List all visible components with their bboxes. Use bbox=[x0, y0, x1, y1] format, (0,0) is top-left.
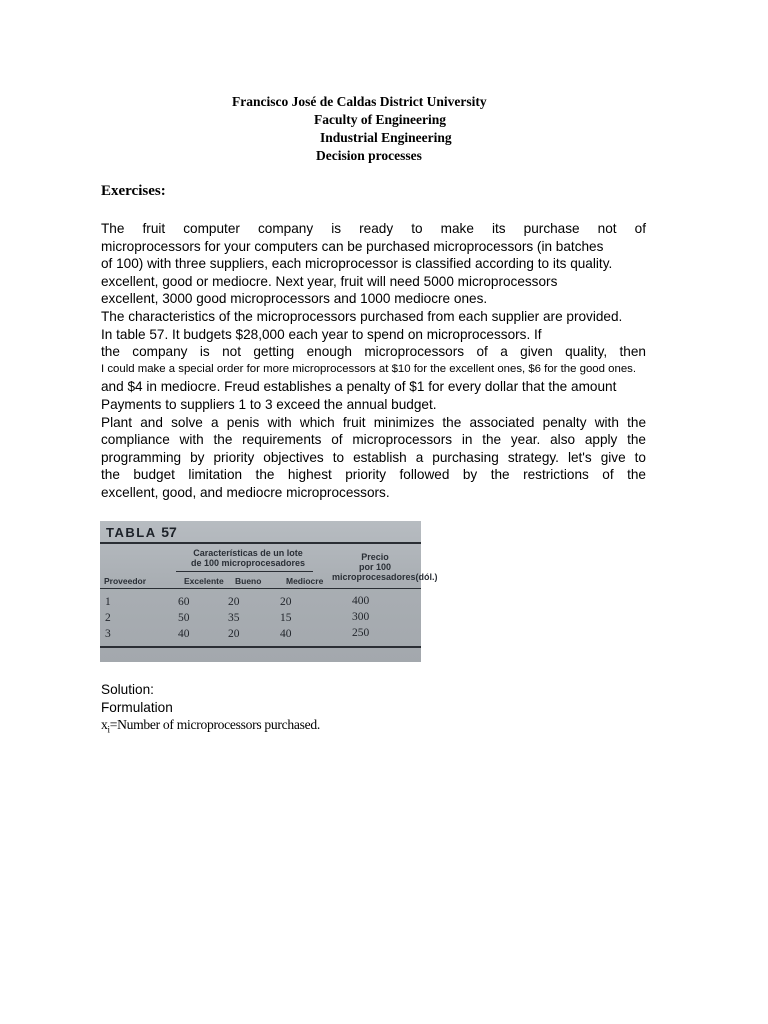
table-cell: 2 bbox=[105, 612, 111, 624]
price-header-line: Precio bbox=[361, 552, 389, 562]
price-header-line: por 100 bbox=[358, 562, 391, 572]
characteristics-header-line: Características de un lote bbox=[193, 548, 303, 558]
table-bottom-rule bbox=[100, 646, 421, 648]
table-cell: 20 bbox=[280, 596, 292, 608]
table-cell: 300 bbox=[352, 611, 370, 623]
table-cell: 15 bbox=[280, 612, 292, 624]
paragraph-line: The characteristics of the microprocessors purchased from each supplier are provided. bbox=[101, 308, 623, 324]
header-bottom-rule bbox=[100, 588, 421, 589]
table-top-rule bbox=[100, 542, 421, 544]
paragraph-line: the budget limitation the highest priority followed by the restrictions of the bbox=[101, 467, 646, 483]
col-header-supplier: Proveedor bbox=[104, 576, 147, 586]
price-header-line: microprocesadores(dól.) bbox=[332, 572, 438, 582]
characteristics-header bbox=[173, 548, 323, 568]
characteristics-header-line: de 100 microprocesadores bbox=[190, 558, 306, 568]
paragraph-line: compliance with the requirements of microprocessors in the year. also apply the bbox=[101, 432, 646, 448]
department-name: Industrial Engineering bbox=[320, 130, 452, 145]
paragraph-line: the company is not getting enough microprocessors of a given quality, then bbox=[101, 344, 646, 360]
paragraph-line: and $4 in mediocre. Freud establishes a penalty of $1 for every dollar that the amount bbox=[101, 379, 617, 395]
table-title bbox=[106, 524, 177, 540]
col-header-excellent: Excelente bbox=[184, 576, 224, 586]
supplier-table-photo bbox=[100, 521, 438, 662]
paragraph-line: of 100) with three suppliers, each microprocessor is classified according to its quality. bbox=[101, 256, 613, 272]
table-cell: 40 bbox=[280, 628, 292, 640]
table-cell: 3 bbox=[105, 628, 111, 640]
paragraph-line: I could make a special order for more microprocessors at $10 for the excellent ones, $6 for the good ones. bbox=[101, 362, 637, 375]
paragraph-line: Plant and solve a penis with which fruit minimizes the associated penalty with the bbox=[101, 414, 646, 430]
variable-symbol: x bbox=[101, 717, 108, 732]
table-cell: 35 bbox=[228, 612, 240, 624]
exercise-paragraph bbox=[101, 220, 646, 502]
university-name: Francisco José de Caldas District University bbox=[232, 94, 487, 109]
price-header bbox=[332, 552, 438, 582]
paragraph-line: excellent, good or mediocre. Next year, fruit will need 5000 microprocessors bbox=[101, 273, 558, 289]
variable-subscript: i bbox=[107, 724, 110, 735]
paragraph-line: microprocessors for your computers can be purchased microprocessors (in batches bbox=[101, 238, 604, 254]
paragraph-line: The fruit computer company is ready to make its purchase not of bbox=[101, 221, 646, 236]
paragraph-line: excellent, good, and mediocre microprocessors. bbox=[101, 484, 390, 500]
table-cell: 60 bbox=[178, 596, 190, 608]
variable-definition bbox=[101, 716, 320, 739]
course-name: Decision processes bbox=[316, 148, 422, 163]
paragraph-line: Payments to suppliers 1 to 3 exceed the annual budget. bbox=[101, 396, 437, 412]
paragraph-line: excellent, 3000 good microprocessors and 1000 mediocre ones. bbox=[101, 291, 488, 307]
col-header-mediocre: Mediocre bbox=[286, 576, 324, 586]
group-header-rule bbox=[176, 571, 313, 572]
table-cell: 1 bbox=[105, 596, 111, 608]
table-cell: 20 bbox=[228, 596, 240, 608]
table-cell: 400 bbox=[352, 595, 370, 607]
table-cell: 250 bbox=[352, 627, 370, 639]
table-number: 57 bbox=[161, 524, 177, 540]
table-cell: 50 bbox=[178, 612, 190, 624]
col-header-good: Bueno bbox=[235, 576, 262, 586]
paragraph-line: In table 57. It budgets $28,000 each year to spend on microprocessors. If bbox=[101, 326, 542, 342]
table-cell: 20 bbox=[228, 628, 240, 640]
solution-label: Solution: bbox=[101, 682, 154, 697]
table-cell: 40 bbox=[178, 628, 190, 640]
paragraph-line: programming by priority objectives to establish a purchasing strategy. let's give to bbox=[101, 449, 646, 465]
formulation-label: Formulation bbox=[101, 700, 173, 715]
exercises-heading: Exercises: bbox=[101, 183, 166, 199]
faculty-name: Faculty of Engineering bbox=[314, 112, 446, 127]
variable-description: =Number of microprocessors purchased. bbox=[109, 717, 320, 732]
table-label: TABLA bbox=[106, 525, 157, 540]
